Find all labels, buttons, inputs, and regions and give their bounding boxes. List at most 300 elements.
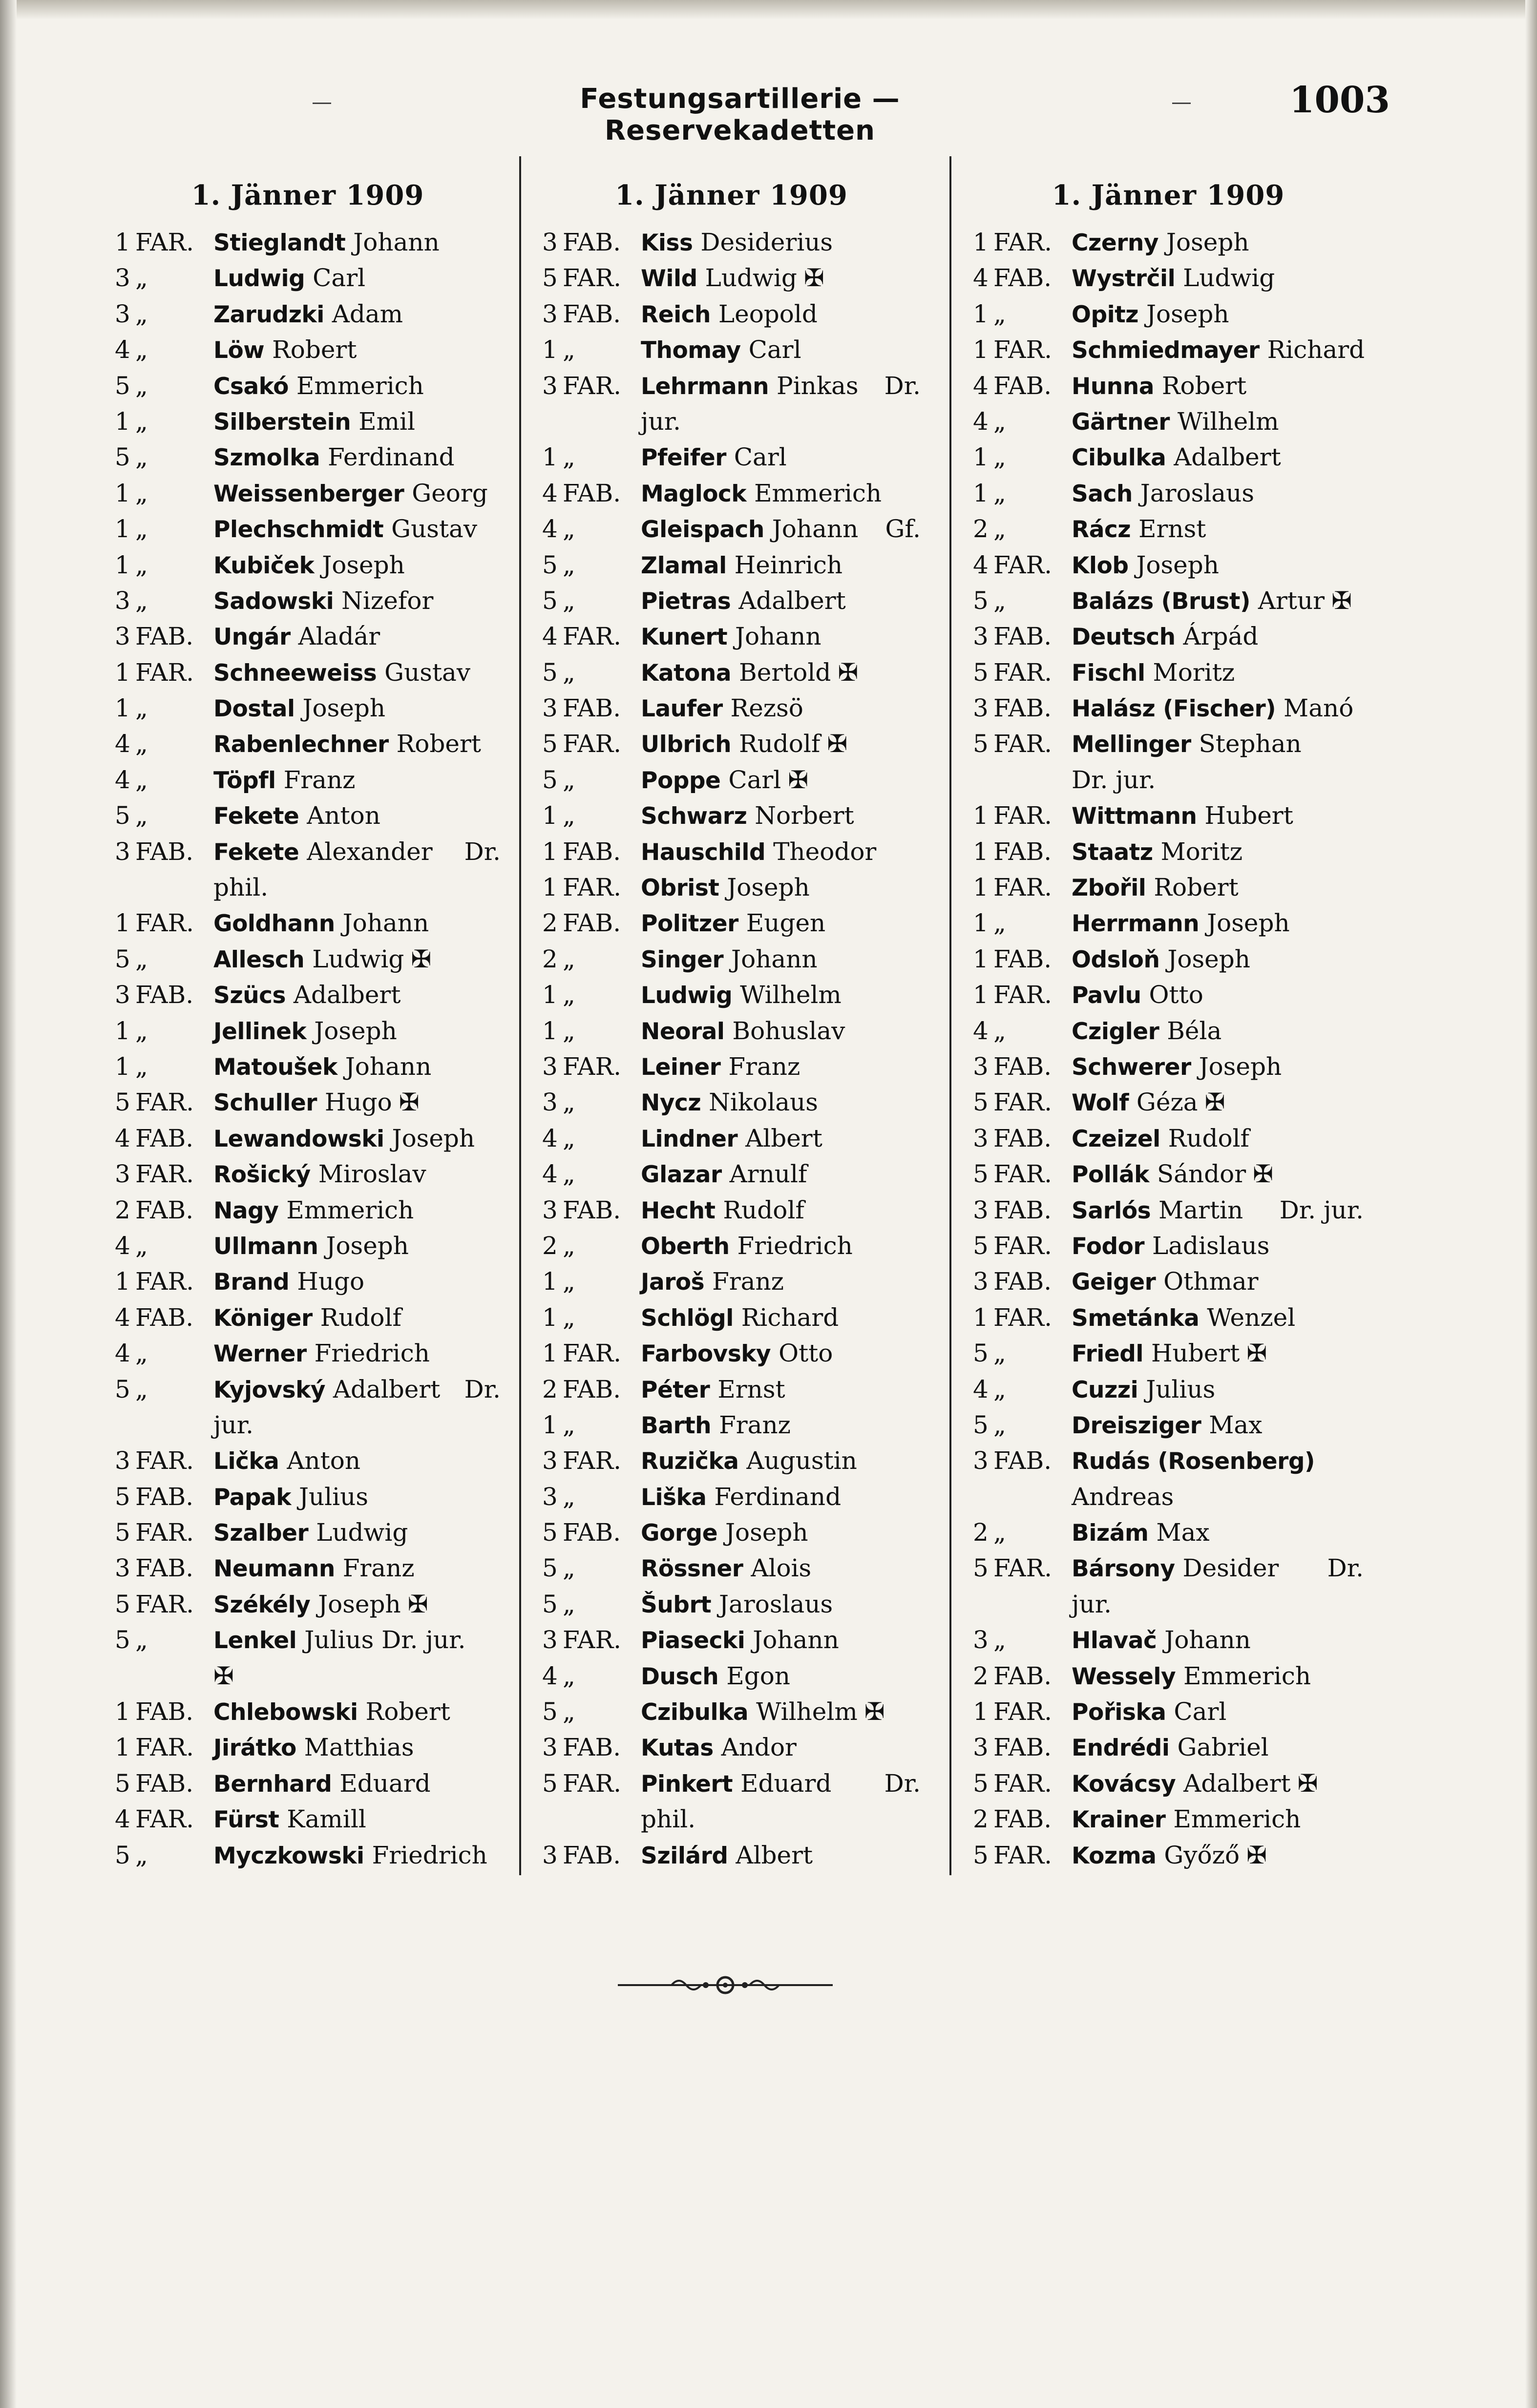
given-name: Emil bbox=[358, 407, 415, 436]
cross-icon: ✠ bbox=[838, 658, 859, 687]
regiment-number: 5 bbox=[115, 1590, 130, 1618]
given-name: Ludwig bbox=[1183, 264, 1275, 293]
column-rule bbox=[949, 156, 951, 1875]
regiment-number: 3 bbox=[973, 1124, 989, 1152]
roster-entry bbox=[115, 440, 501, 475]
roster-entry bbox=[973, 1694, 1364, 1730]
given-name: Joseph bbox=[314, 1016, 397, 1045]
given-name: Johann bbox=[353, 228, 440, 256]
given-name: Manó bbox=[1284, 694, 1354, 723]
column-heading: 1. Jänner 1909 bbox=[615, 179, 848, 211]
surname: Lehrmann bbox=[641, 373, 769, 400]
roster-entry bbox=[115, 905, 501, 941]
given-name: Max bbox=[1209, 1410, 1263, 1439]
surname: Weissenberger bbox=[213, 480, 404, 507]
surname: Sach bbox=[1072, 480, 1133, 507]
given-name: Franz bbox=[728, 1052, 800, 1081]
regiment-number: 5 bbox=[115, 1769, 130, 1798]
given-name: Joseph bbox=[1199, 1052, 1282, 1081]
unit-type: FAR. bbox=[563, 1769, 621, 1798]
given-name: Otto bbox=[779, 1339, 833, 1368]
surname: Ludwig bbox=[213, 265, 305, 293]
given-name: Ludwig bbox=[705, 264, 797, 293]
regiment-number: 1 bbox=[973, 837, 989, 866]
regiment-number: 3 bbox=[542, 1733, 558, 1762]
regiment-number: 3 bbox=[542, 1841, 558, 1869]
unit-type: FAB. bbox=[993, 1195, 1052, 1224]
given-name: Egon bbox=[726, 1661, 790, 1690]
roster-entry bbox=[542, 905, 921, 941]
cross-icon: ✠ bbox=[788, 765, 809, 794]
given-name: Robert bbox=[396, 730, 481, 758]
regiment-number: 5 bbox=[115, 801, 130, 830]
given-name: Julius bbox=[1146, 1375, 1216, 1403]
roster-entry bbox=[115, 1801, 501, 1837]
roster-entry bbox=[542, 1193, 921, 1228]
unit-type: FAB. bbox=[135, 1697, 194, 1726]
surname: Neumann bbox=[213, 1555, 335, 1583]
surname: Pořiska bbox=[1072, 1699, 1166, 1726]
given-name: Johann bbox=[342, 909, 429, 938]
given-name: Andor bbox=[721, 1733, 797, 1762]
roster-entry bbox=[542, 1730, 921, 1765]
unit-type: „ bbox=[135, 515, 148, 544]
surname: Herrmann bbox=[1072, 910, 1200, 938]
unit-type: „ bbox=[135, 586, 148, 615]
given-name: Rudolf bbox=[738, 730, 821, 758]
given-name: Martin bbox=[1158, 1195, 1243, 1224]
unit-type: „ bbox=[563, 801, 575, 830]
surname: Opitz bbox=[1072, 301, 1139, 328]
surname: Chlebowski bbox=[213, 1699, 358, 1726]
surname: Rudás (Rosenberg) bbox=[1072, 1448, 1315, 1475]
regiment-number: 4 bbox=[973, 264, 989, 293]
column-2 bbox=[542, 178, 921, 1873]
roster-entry bbox=[115, 1838, 501, 1873]
unit-type: „ bbox=[993, 1339, 1006, 1368]
unit-type: FAB. bbox=[993, 694, 1052, 723]
roster-entry bbox=[115, 619, 501, 654]
regiment-number: 1 bbox=[542, 801, 558, 830]
unit-type: „ bbox=[563, 1410, 575, 1439]
unit-type: FAB. bbox=[135, 1769, 194, 1798]
regiment-number: 1 bbox=[542, 443, 558, 472]
regiment-number: 3 bbox=[115, 1446, 130, 1475]
unit-type: FAR. bbox=[993, 1769, 1052, 1798]
given-name: Robert bbox=[365, 1697, 450, 1726]
entry-list bbox=[973, 225, 1364, 1873]
given-name: Alois bbox=[751, 1554, 812, 1583]
regiment-number: 5 bbox=[115, 944, 130, 973]
regiment-number: 5 bbox=[542, 264, 558, 293]
regiment-number: 1 bbox=[115, 479, 130, 507]
unit-type: „ bbox=[993, 299, 1006, 328]
given-name: Ernst bbox=[717, 1375, 785, 1403]
unit-type: FAB. bbox=[135, 1195, 194, 1224]
surname: Lenkel bbox=[213, 1627, 297, 1654]
roster-entry bbox=[115, 977, 501, 1013]
given-name: Joseph bbox=[302, 694, 386, 723]
regiment-number: 2 bbox=[973, 1661, 989, 1690]
surname: Wild bbox=[641, 265, 697, 293]
unit-type: FAB. bbox=[993, 1052, 1052, 1081]
unit-type: FAB. bbox=[993, 944, 1052, 973]
unit-type: FAR. bbox=[563, 1626, 621, 1654]
given-name: Richard bbox=[741, 1303, 839, 1332]
roster-entry bbox=[542, 1694, 921, 1730]
roster-entry bbox=[115, 1372, 501, 1407]
roster-entry bbox=[542, 655, 921, 691]
surname: Pietras bbox=[641, 587, 731, 615]
regiment-number: 3 bbox=[973, 1446, 989, 1475]
regiment-number: 3 bbox=[973, 1267, 989, 1296]
regiment-number: 5 bbox=[542, 1518, 558, 1547]
given-name: Johann bbox=[735, 622, 821, 651]
surname: Singer bbox=[641, 946, 724, 973]
roster-entry bbox=[542, 1658, 921, 1694]
unit-type: FAB. bbox=[993, 622, 1052, 651]
unit-type: „ bbox=[993, 1375, 1006, 1403]
given-name: Ferdinand bbox=[327, 443, 455, 472]
roster-entry bbox=[542, 332, 921, 368]
given-name: Rudolf bbox=[1168, 1124, 1250, 1152]
regiment-number: 3 bbox=[542, 694, 558, 723]
given-name: Hugo bbox=[324, 1088, 392, 1117]
regiment-number: 2 bbox=[973, 1518, 989, 1547]
unit-type: „ bbox=[135, 730, 148, 758]
unit-type: FAR. bbox=[563, 264, 621, 293]
surname: Plechschmidt bbox=[213, 516, 384, 544]
roster-entry bbox=[973, 440, 1364, 475]
unit-type: FAB. bbox=[563, 228, 621, 256]
given-name: Matthias bbox=[304, 1733, 414, 1762]
regiment-number: 4 bbox=[115, 1231, 130, 1260]
surname: Czeizel bbox=[1072, 1125, 1160, 1152]
surname: Gorge bbox=[641, 1520, 718, 1547]
regiment-number: 5 bbox=[973, 1160, 989, 1189]
given-name: Moritz bbox=[1153, 658, 1235, 687]
roster-entry bbox=[115, 1694, 501, 1730]
regiment-number: 4 bbox=[115, 1124, 130, 1152]
regiment-number: 2 bbox=[973, 1805, 989, 1834]
given-name: Rezsö bbox=[730, 694, 803, 723]
surname: Székély bbox=[213, 1591, 311, 1618]
regiment-number: 3 bbox=[115, 264, 130, 293]
given-name: Rudolf bbox=[723, 1195, 804, 1224]
unit-type: FAR. bbox=[993, 1554, 1052, 1583]
given-name: Eduard bbox=[740, 1769, 832, 1798]
surname: Wessely bbox=[1072, 1663, 1176, 1690]
unit-type: „ bbox=[563, 1267, 575, 1296]
given-name: Johann bbox=[753, 1626, 839, 1654]
regiment-number: 1 bbox=[973, 909, 989, 938]
entry-continuation bbox=[973, 1479, 1364, 1515]
given-name: Carl bbox=[313, 264, 366, 293]
unit-type: FAB. bbox=[993, 1805, 1052, 1834]
roster-entry bbox=[973, 619, 1364, 654]
roster-entry bbox=[115, 1443, 501, 1479]
regiment-number: 1 bbox=[973, 873, 989, 902]
given-name: Carl bbox=[728, 765, 781, 794]
regiment-number: 5 bbox=[973, 1410, 989, 1439]
surname: Schneeweiss bbox=[213, 659, 377, 687]
surname: Halász (Fischer) bbox=[1072, 695, 1276, 723]
given-name: Ladislaus bbox=[1152, 1231, 1270, 1260]
roster-entry bbox=[973, 655, 1364, 691]
roster-entry bbox=[115, 404, 501, 440]
unit-type: FAR. bbox=[135, 1446, 194, 1475]
surname: Kyjovský bbox=[213, 1376, 325, 1403]
surname: Czigler bbox=[1072, 1018, 1159, 1045]
given-name: Emmerich bbox=[754, 479, 882, 507]
roster-entry bbox=[115, 1300, 501, 1336]
regiment-number: 5 bbox=[973, 730, 989, 758]
unit-type: FAR. bbox=[135, 1088, 194, 1117]
given-name: Johann bbox=[345, 1052, 432, 1081]
regiment-number: 3 bbox=[973, 622, 989, 651]
roster-entry bbox=[115, 1121, 501, 1156]
surname: Schlögl bbox=[641, 1304, 734, 1332]
unit-type: „ bbox=[135, 801, 148, 830]
unit-type: „ bbox=[993, 407, 1006, 436]
unit-type: FAB. bbox=[135, 622, 194, 651]
regiment-number: 5 bbox=[973, 1554, 989, 1583]
surname: Šubrt bbox=[641, 1591, 712, 1618]
unit-type: „ bbox=[993, 586, 1006, 615]
given-name: Joseph bbox=[727, 873, 810, 902]
unit-type: „ bbox=[563, 586, 575, 615]
surname: Bernhard bbox=[213, 1770, 332, 1798]
surname: Rošický bbox=[213, 1161, 311, 1189]
regiment-number: 1 bbox=[115, 1697, 130, 1726]
regiment-number: 5 bbox=[115, 1088, 130, 1117]
roster-entry bbox=[115, 1515, 501, 1550]
unit-type: „ bbox=[135, 550, 148, 579]
given-name: Adalbert bbox=[293, 981, 401, 1009]
unit-type: FAR. bbox=[563, 622, 621, 651]
regiment-number: 4 bbox=[542, 479, 558, 507]
regiment-number: 1 bbox=[973, 981, 989, 1009]
given-name: Nizefor bbox=[341, 586, 434, 615]
roster-entry bbox=[115, 655, 501, 691]
continuation-text: Dr. jur. bbox=[1072, 765, 1156, 794]
given-name: Artur bbox=[1258, 586, 1325, 615]
regiment-number: 4 bbox=[542, 515, 558, 544]
surname: Laufer bbox=[641, 695, 723, 723]
given-name: Jaroslaus bbox=[719, 1590, 833, 1618]
given-name: Joseph bbox=[1146, 299, 1229, 328]
regiment-number: 5 bbox=[973, 586, 989, 615]
roster-entry bbox=[115, 1479, 501, 1515]
surname: Klob bbox=[1072, 552, 1129, 579]
given-name: Adalbert bbox=[1174, 443, 1281, 472]
roster-entry bbox=[973, 1550, 1364, 1586]
page-edge-shadow bbox=[1525, 0, 1537, 2408]
roster-entry bbox=[542, 1838, 921, 1873]
regiment-number: 3 bbox=[542, 1088, 558, 1117]
surname: Fürst bbox=[213, 1806, 279, 1834]
regiment-number: 1 bbox=[115, 550, 130, 579]
regiment-number: 5 bbox=[115, 1518, 130, 1547]
roster-entry bbox=[115, 1730, 501, 1765]
unit-type: FAB. bbox=[135, 837, 194, 866]
roster-entry bbox=[973, 798, 1364, 834]
given-name: Robert bbox=[272, 335, 357, 364]
regiment-number: 5 bbox=[973, 1841, 989, 1869]
regiment-number: 2 bbox=[542, 1375, 558, 1403]
regiment-number: 1 bbox=[115, 1052, 130, 1081]
entry-continuation bbox=[115, 870, 501, 905]
given-name: Ernst bbox=[1138, 515, 1206, 544]
regiment-number: 4 bbox=[973, 407, 989, 436]
given-name: Carl bbox=[1174, 1697, 1227, 1726]
given-name: Adalbert bbox=[1183, 1769, 1291, 1798]
surname: Szmolka bbox=[213, 444, 320, 472]
roster-entry bbox=[542, 296, 921, 332]
regiment-number: 3 bbox=[115, 1160, 130, 1189]
unit-type: FAB. bbox=[993, 1733, 1052, 1762]
given-name: Franz bbox=[342, 1554, 415, 1583]
given-name: Carl bbox=[734, 443, 787, 472]
cross-icon: ✠ bbox=[1297, 1769, 1318, 1798]
given-name: Johann bbox=[772, 515, 859, 544]
roster-entry bbox=[115, 691, 501, 726]
roster-entry bbox=[973, 583, 1364, 619]
roster-entry bbox=[542, 798, 921, 834]
unit-type: FAR. bbox=[993, 1231, 1052, 1260]
roster-entry bbox=[973, 332, 1364, 368]
given-name: Bohuslav bbox=[732, 1016, 845, 1045]
given-name: Othmar bbox=[1163, 1267, 1259, 1296]
surname: Wolf bbox=[1072, 1089, 1129, 1117]
surname: Kovácsy bbox=[1072, 1770, 1176, 1798]
given-name: Joseph bbox=[318, 1590, 401, 1618]
given-name: Kamill bbox=[287, 1805, 366, 1834]
given-name: Joseph bbox=[1207, 909, 1290, 938]
roster-entry bbox=[115, 296, 501, 332]
cross-icon: ✠ bbox=[1331, 586, 1352, 615]
given-name: Franz bbox=[719, 1410, 791, 1439]
regiment-number: 2 bbox=[542, 909, 558, 938]
unit-type: „ bbox=[993, 1016, 1006, 1045]
surname: Leiner bbox=[641, 1053, 721, 1081]
page-edge-shadow bbox=[0, 0, 1537, 20]
roster-entry bbox=[542, 583, 921, 619]
regiment-number: 1 bbox=[542, 1410, 558, 1439]
surname: Dostal bbox=[213, 695, 295, 723]
unit-type: FAB. bbox=[135, 1303, 194, 1332]
roster-entry bbox=[973, 547, 1364, 583]
given-name: Theodor bbox=[773, 837, 877, 866]
given-name: Pinkas bbox=[776, 371, 859, 400]
given-name: Emmerich bbox=[286, 1195, 414, 1224]
unit-type: FAB. bbox=[563, 909, 621, 938]
surname: Geiger bbox=[1072, 1269, 1156, 1296]
surname: Liška bbox=[641, 1484, 707, 1511]
roster-entry bbox=[973, 834, 1364, 870]
given-name: Emmerich bbox=[1173, 1805, 1301, 1834]
surname: Czibulka bbox=[641, 1699, 749, 1726]
regiment-number: 4 bbox=[973, 550, 989, 579]
roster-entry bbox=[973, 1801, 1364, 1837]
roster-entry bbox=[115, 368, 501, 404]
regiment-number: 1 bbox=[973, 944, 989, 973]
given-name: Wenzel bbox=[1207, 1303, 1296, 1332]
unit-type: „ bbox=[563, 515, 575, 544]
roster-entry bbox=[973, 1515, 1364, 1550]
unit-type: „ bbox=[993, 1518, 1006, 1547]
regiment-number: 4 bbox=[115, 730, 130, 758]
surname: Ullmann bbox=[213, 1233, 318, 1260]
unit-type: „ bbox=[135, 371, 148, 400]
given-name: Joseph bbox=[326, 1231, 409, 1260]
roster-entry bbox=[542, 1622, 921, 1658]
unit-type: „ bbox=[135, 299, 148, 328]
surname: Rössner bbox=[641, 1555, 743, 1583]
surname: Nycz bbox=[641, 1089, 701, 1117]
regiment-number: 1 bbox=[973, 228, 989, 256]
unit-type: FAB. bbox=[993, 1446, 1052, 1475]
unit-type: FAR. bbox=[993, 550, 1052, 579]
unit-type: FAR. bbox=[993, 335, 1052, 364]
regiment-number: 4 bbox=[115, 335, 130, 364]
roster-entry bbox=[973, 225, 1364, 260]
continuation-text: jur. bbox=[1072, 1590, 1112, 1618]
unit-type: FAR. bbox=[993, 658, 1052, 687]
regiment-number: 1 bbox=[542, 981, 558, 1009]
surname: Werner bbox=[213, 1340, 307, 1368]
surname: Krainer bbox=[1072, 1806, 1166, 1834]
roster-entry bbox=[973, 1766, 1364, 1801]
surname: Obrist bbox=[641, 875, 719, 902]
unit-type: „ bbox=[135, 443, 148, 472]
unit-type: FAB. bbox=[563, 479, 621, 507]
unit-type: FAR. bbox=[135, 228, 194, 256]
surname: Lewandowski bbox=[213, 1125, 384, 1152]
surname: Pfeifer bbox=[641, 444, 726, 472]
given-name: Gustav bbox=[384, 658, 471, 687]
roster-entry bbox=[115, 476, 501, 511]
surname: Pavlu bbox=[1072, 982, 1141, 1009]
given-name: Wilhelm bbox=[740, 981, 842, 1009]
unit-type: „ bbox=[135, 1841, 148, 1869]
entry-continuation bbox=[542, 404, 921, 440]
page-number: 1003 bbox=[1289, 79, 1390, 121]
given-name: Győző bbox=[1164, 1841, 1240, 1869]
entry-continuation bbox=[115, 1407, 501, 1443]
column-heading: 1. Jänner 1909 bbox=[191, 179, 424, 211]
regiment-number: 5 bbox=[542, 1697, 558, 1726]
given-name: Ludwig bbox=[316, 1518, 408, 1547]
header-dash bbox=[1172, 103, 1191, 104]
academic-title: Dr. bbox=[464, 1375, 501, 1403]
roster-entry bbox=[542, 1479, 921, 1515]
regiment-number: 3 bbox=[115, 299, 130, 328]
roster-entry bbox=[973, 726, 1364, 762]
unit-type: FAB. bbox=[563, 299, 621, 328]
surname: Hlavač bbox=[1072, 1627, 1157, 1654]
given-name: Stephan bbox=[1199, 730, 1302, 758]
regiment-number: 3 bbox=[973, 1052, 989, 1081]
roster-entry bbox=[542, 1085, 921, 1120]
roster-entry bbox=[542, 1049, 921, 1085]
given-name: Friedrich bbox=[314, 1339, 430, 1368]
cross-icon: ✠ bbox=[1246, 1841, 1267, 1869]
surname: Jaroš bbox=[641, 1269, 705, 1296]
unit-type: FAB. bbox=[563, 1733, 621, 1762]
roster-entry bbox=[973, 691, 1364, 726]
roster-entry bbox=[973, 511, 1364, 547]
